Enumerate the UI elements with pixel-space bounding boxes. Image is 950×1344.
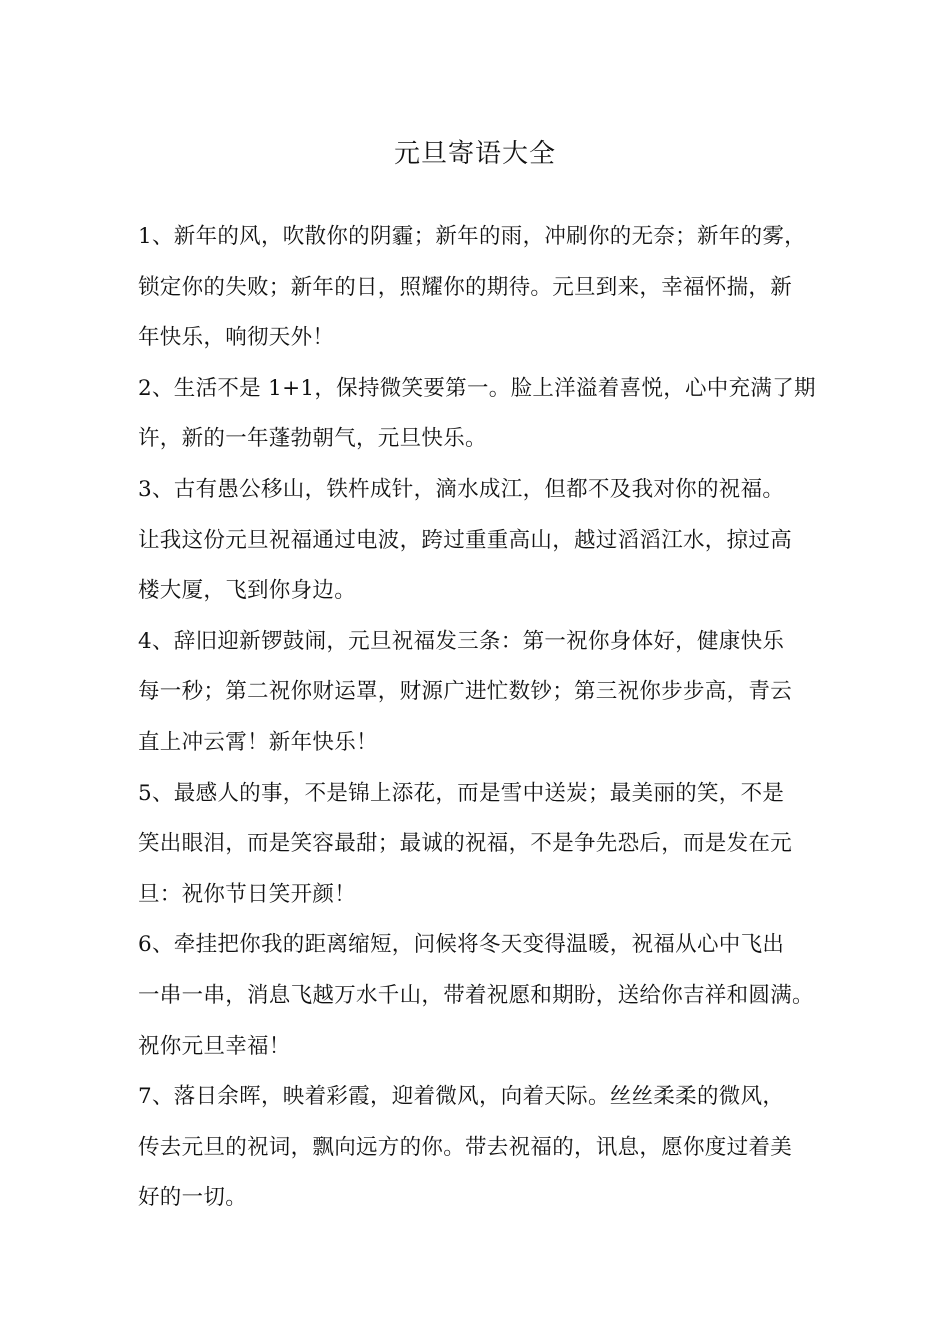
text-line: 7、落日余晖，映着彩霞，迎着微风，向着天际。丝丝柔柔的微风， [138,1084,785,1110]
text-line: 许，新的一年蓬勃朝气，元旦快乐。 [138,426,487,452]
text-line: 一串一串，消息飞越万水千山，带着祝愿和期盼，送给你吉祥和圆满。 [138,982,814,1008]
text-line: 年快乐，响彻天外！ [138,325,335,351]
text-line: 让我这份元旦祝福通过电波，跨过重重高山，越过滔滔江水，掠过高 [138,527,793,553]
text-line: 1、新年的风，吹散你的阴霾；新年的雨，冲刷你的无奈；新年的雾， [138,224,806,249]
text-line: 传去元旦的祝词，飘向远方的你。带去祝福的，讯息，愿你度过着美 [138,1134,793,1160]
text-line: 每一秒；第二祝你财运罩，财源广进忙数钞；第三祝你步步高，青云 [138,679,793,705]
text-line: 4、辞旧迎新锣鼓闹，元旦祝福发三条：第一祝你身体好，健康快乐 [138,628,785,654]
text-line: 祝你元旦幸福！ [138,1033,291,1059]
document-title: 元旦寄语大全 [393,139,556,169]
text-line: 3、古有愚公移山，铁杵成针，滴水成江，但都不及我对你的祝福。 [138,476,785,502]
text-line: 5、最感人的事，不是锦上添花，而是雪中送炭；最美丽的笑，不是 [138,780,785,806]
document-body [138,212,838,1224]
text-line: 2、生活不是 1+1，保持微笑要第一。脸上洋溢着喜悦，心中充满了期 [138,375,816,401]
text-line: 楼大厦，飞到你身边。 [138,578,357,604]
text-line: 旦：祝你节日笑开颜！ [138,881,357,907]
text-line: 笑出眼泪，而是笑容最甜；最诚的祝福，不是争先恐后，而是发在元 [138,831,793,857]
text-line: 6、牵挂把你我的距离缩短，问候将冬天变得温暖，祝福从心中飞出 [138,932,785,958]
text-line: 直上冲云霄！新年快乐！ [138,729,378,755]
text-line: 锁定你的失败；新年的日，照耀你的期待。元旦到来，幸福怀揣，新 [138,274,793,300]
text-line: 好的一切。 [138,1185,248,1211]
